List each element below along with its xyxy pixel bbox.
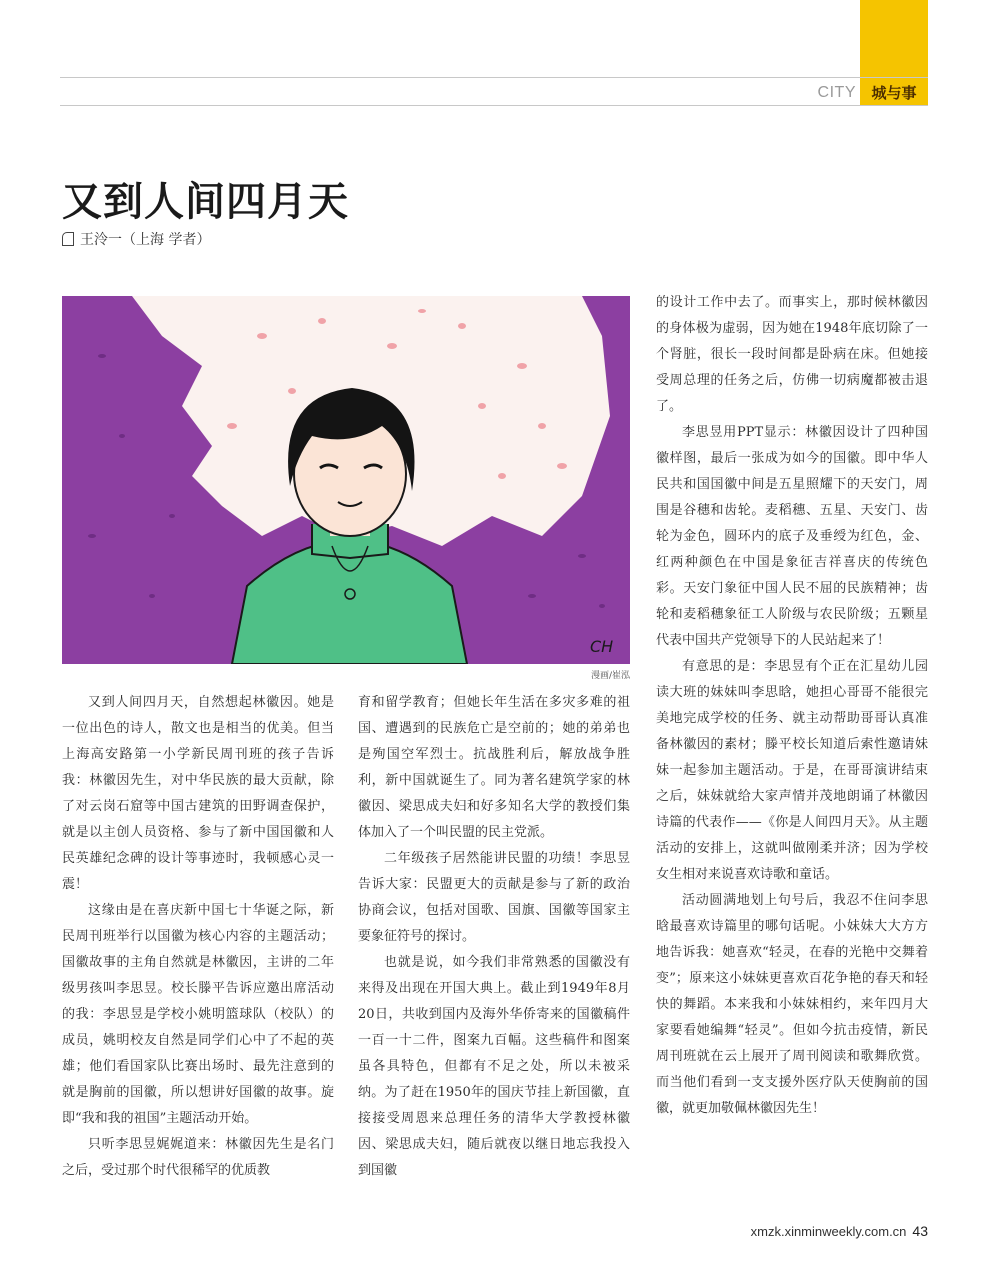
- byline-text: 王泠一（上海 学者）: [80, 232, 211, 248]
- page-number: 43: [912, 1223, 928, 1239]
- page-footer: [751, 1223, 928, 1239]
- paragraph: 李思昱用PPT显示：林徽因设计了四种国徽样图，最后一张成为如今的国徽。即中华人民共和国国徽中间是五星照耀下的天安门，周围是谷穗和齿轮。麦稻穗、五星、天安门、齿轮为金色，圆环内的底子及垂绶为红色，金、红两种颜色在中国是象征吉祥喜庆的传统色彩。天安门象征中国人民不屈的民族精神；齿轮和麦稻穗象征工人阶级与农民阶级；五颗星代表中国共产党领导下的人民站起来了！: [656, 425, 928, 648]
- paragraph: 只听李思昱娓娓道来：林徽因先生是名门之后，受过那个时代很稀罕的优质教: [62, 1137, 334, 1178]
- header-rule-top: [60, 77, 928, 78]
- paragraph: 的设计工作中去了。而事实上，那时候林徽因的身体极为虚弱，因为她在1948年底切除了一个肾脏，很长一段时间都是卧病在床。但她接受周总理的任务之后，仿佛一切病魔都被击退了。: [656, 295, 928, 414]
- header-rule-bottom: [60, 105, 928, 106]
- portrait-illustration: [62, 296, 630, 664]
- byline: [62, 229, 210, 249]
- article-column-3: [656, 290, 928, 1122]
- paragraph: 育和留学教育；但她长年生活在多灾多难的祖国、遭遇到的民族危亡是空前的；她的弟弟也是殉国空军烈士。抗战胜利后，解放战争胜利，新中国就诞生了。同为著名建筑学家的林徽因、梁思成夫妇和好多知名大学的教授们集体加入了一个叫民盟的民主党派。: [358, 695, 630, 840]
- section-label-cn: 城与事: [871, 84, 917, 102]
- section-label-en: CITY: [817, 84, 856, 101]
- article-column-1: [62, 690, 334, 1184]
- illustration: [62, 296, 630, 664]
- paragraph: 二年级孩子居然能讲民盟的功绩！李思昱告诉大家：民盟更大的贡献是参与了新的政治协商会议，包括对国歌、国旗、国徽等国家主要象征符号的探讨。: [358, 851, 630, 944]
- paragraph: 这缘由是在喜庆新中国七十华诞之际，新民周刊班举行以国徽为核心内容的主题活动；国徽故事的主角自然就是林徽因，主讲的二年级男孩叫李思昱。校长滕平告诉应邀出席活动的我：李思昱是学校小姚明篮球队（校队）的成员，姚明校友自然是同学们心中了不起的英雄；他们看国家队比赛出场时、最先注意到的就是胸前的国徽，所以想讲好国徽的故事。旋即“我和我的祖国”主题活动开始。: [62, 903, 334, 1126]
- paragraph: 有意思的是：李思昱有个正在汇星幼儿园读大班的妹妹叫李思晗，她担心哥哥不能很完美地完成学校的任务、就主动帮助哥哥认真准备林徽因的素材；滕平校长知道后索性邀请妹妹一起参加主题活动。于是，在哥哥演讲结束之后，妹妹就给大家声情并茂地朗诵了林徽因诗篇的代表作——《你是人间四月天》。从主题活动的安排上，这就叫做刚柔并济；因为学校女生相对来说喜欢诗歌和童话。: [656, 659, 928, 882]
- paragraph: 又到人间四月天，自然想起林徽因。她是一位出色的诗人，散文也是相当的优美。但当上海高安路第一小学新民周刊班的孩子告诉我：林徽因先生，对中华民族的最大贡献，除了对云岗石窟等中国古建筑的田野调查保护，就是以主创人员资格、参与了新中国国徽和人民英雄纪念碑的设计等事迹时，我顿感心灵一震！: [62, 695, 334, 892]
- article-column-2: [358, 690, 630, 1184]
- illustration-signature: CH: [590, 637, 614, 656]
- paragraph: 活动圆满地划上句号后，我忍不住问李思晗最喜欢诗篇里的哪句话呢。小妹妹大大方方地告诉我：她喜欢“轻灵，在春的光艳中交舞着变”；原来这小妹妹更喜欢百花争艳的春天和轻快的舞蹈。本来我和小妹妹相约，来年四月大家要看她编舞“轻灵”。但如今抗击疫情，新民周刊班就在云上展开了周刊阅读和歌舞欣赏。而当他们看到一支支援外医疗队天使胸前的国徽，就更加敬佩林徽因先生！: [656, 893, 928, 1116]
- illustration-credit: 漫画/崔泓: [590, 671, 630, 681]
- pen-icon: [62, 232, 74, 246]
- article-title: 又到人间四月天: [62, 178, 349, 225]
- site-url: xmzk.xinminweekly.com.cn: [750, 1224, 907, 1239]
- paragraph: 也就是说，如今我们非常熟悉的国徽没有来得及出现在开国大典上。截止到1949年8月20日，共收到国内及海外华侨寄来的国徽稿件一百一十二件，图案九百幅。这些稿件和图案虽各具特色，但都有不足之处，所以未被采纳。为了赶在1950年的国庆节挂上新国徽，直接接受周恩来总理任务的清华大学教授林徽因、梁思成夫妇，随后就夜以继日地忘我投入到国徽: [358, 955, 630, 1178]
